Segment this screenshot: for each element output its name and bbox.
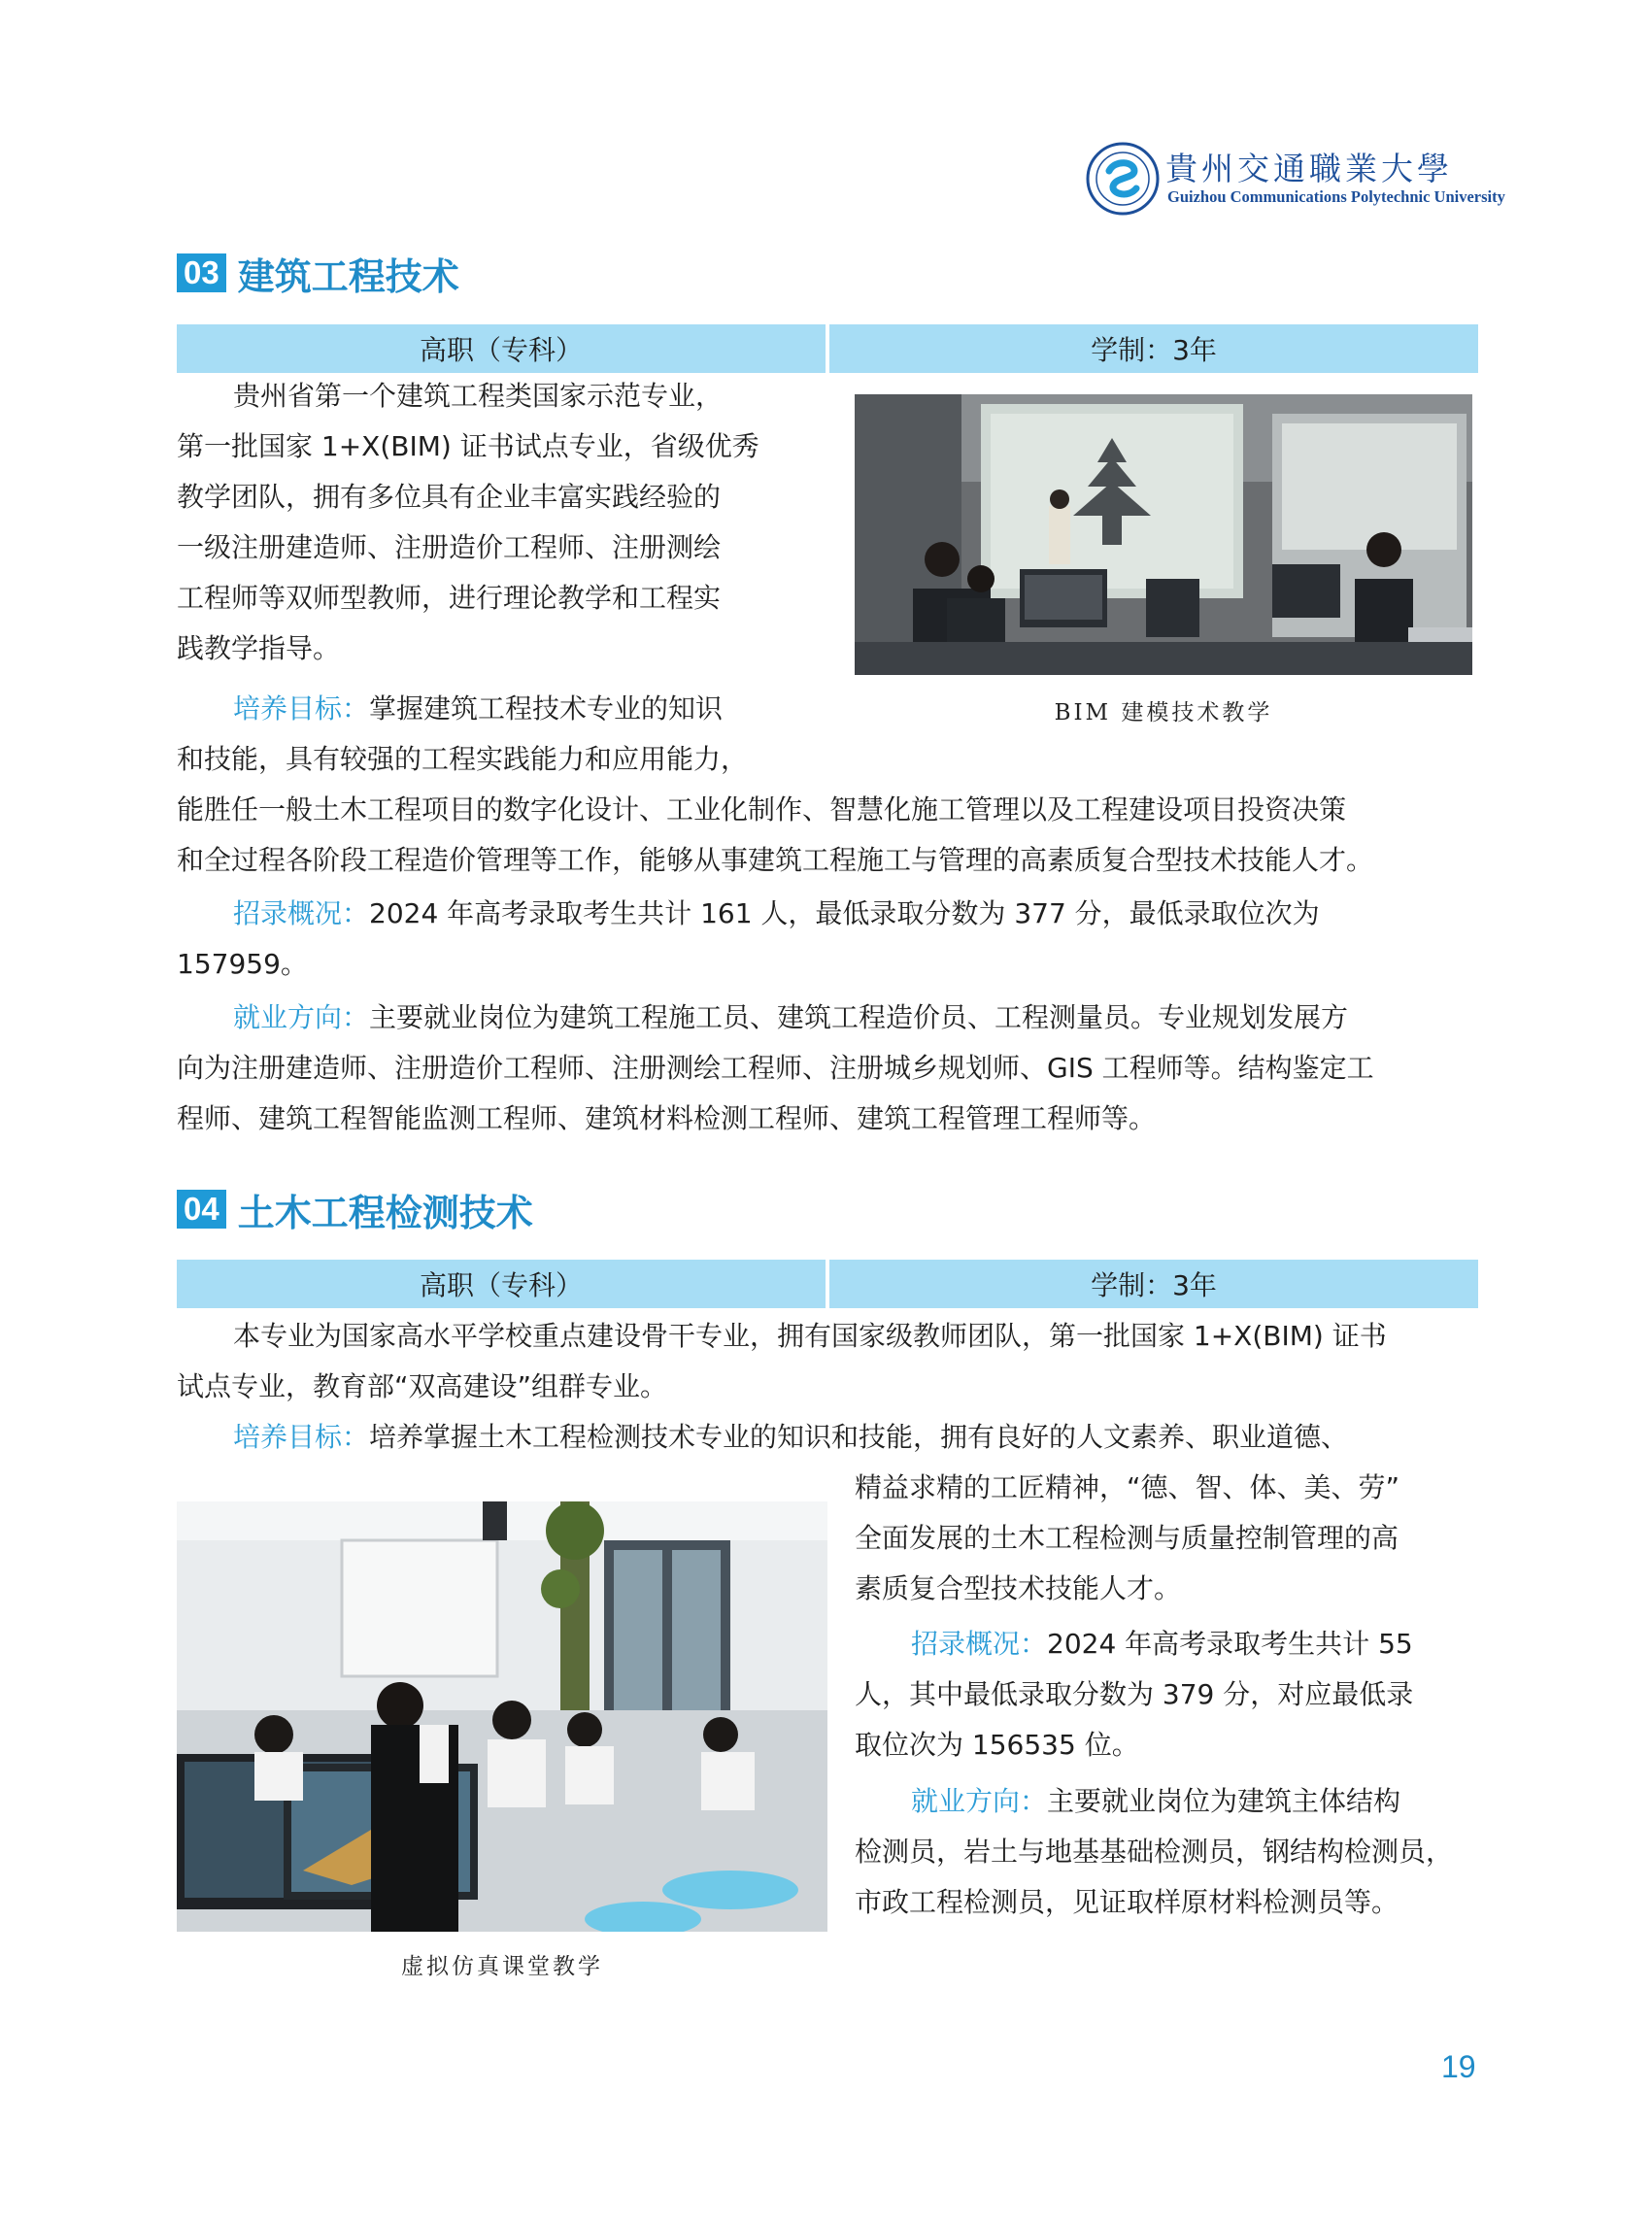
text-line: 精益求精的工匠精神，“德、智、体、美、劳” [855,1471,1400,1503]
text-line: 试点专业，教育部“双高建设”组群专业。 [177,1370,668,1402]
text-line: 程师、建筑工程智能监测工程师、建筑材料检测工程师、建筑工程管理工程师等。 [177,1102,1157,1134]
virtual-simulation-class-photo [177,1501,827,1932]
logo-chinese-name: 貴州交通職業大學 [1165,150,1453,187]
text-line: 取位次为 156535 位。 [855,1729,1139,1761]
text-line: 本专业为国家高水平学校重点建设骨干专业，拥有国家级教师团队，第一批国家 1+X(BIM) 证书 [233,1320,1387,1352]
text-line: 贵州省第一个建筑工程类国家示范专业， [233,380,724,412]
text-line: 全面发展的土木工程检测与质量控制管理的高 [855,1522,1399,1554]
text-line: 一级注册建造师、注册造价工程师、注册测绘 [177,531,722,563]
section-04-duration: 学制：3年 [829,1260,1478,1308]
bim-teaching-photo [855,394,1472,675]
text-line: 就业方向：主要就业岗位为建筑主体结构 [911,1785,1401,1817]
career-label: 就业方向： [911,1785,1048,1817]
section-03-info-bar [177,324,1478,373]
text-line: 能胜任一般土木工程项目的数字化设计、工业化制作、智慧化施工管理以及工程建设项目投资决策 [177,793,1347,826]
section-04-number: 04 [177,1190,226,1229]
text-line: 157959。 [177,948,308,980]
admission-label: 招录概况： [911,1628,1048,1660]
text-line: 和全过程各阶段工程造价管理等工作，能够从事建筑工程施工与管理的高素质复合型技术技能人才。 [177,844,1374,876]
section-04-info-bar [177,1260,1478,1308]
text-line: 培养目标：培养掌握土木工程检测技术专业的知识和技能，拥有良好的人文素养、职业道德、 [233,1421,1349,1453]
section-03-title: 建筑工程技术 [237,254,459,298]
text-line: 工程师等双师型教师，进行理论教学和工程实 [177,582,722,614]
page-number: 19 [1441,2049,1476,2084]
university-logo-icon [1086,142,1160,216]
text-line: 教学团队，拥有多位具有企业丰富实践经验的 [177,481,722,513]
goal-label: 培养目标： [233,692,370,725]
admission-label: 招录概况： [233,897,370,929]
section-03-level: 高职（专科） [177,324,826,373]
text-line: 素质复合型技术技能人才。 [855,1572,1182,1604]
text-line: 人，其中最低录取分数为 379 分，对应最低录 [855,1678,1414,1710]
text-line: 培养目标：掌握建筑工程技术专业的知识 [233,692,724,725]
section-04-level: 高职（专科） [177,1260,826,1308]
text-line: 招录概况：2024 年高考录取考生共计 55 [911,1628,1413,1660]
text-line: 检测员，岩土与地基基础检测员，钢结构检测员， [855,1836,1454,1868]
text-line: 向为注册建造师、注册造价工程师、注册测绘工程师、注册城乡规划师、GIS 工程师等。结构鉴定工 [177,1052,1374,1084]
text-line: 就业方向：主要就业岗位为建筑工程施工员、建筑工程造价员、工程测量员。专业规划发展方 [233,1001,1349,1033]
career-label: 就业方向： [233,1001,370,1033]
section-03-number: 03 [177,253,226,292]
goal-label: 培养目标： [233,1421,370,1453]
text-line: 第一批国家 1+X(BIM) 证书试点专业，省级优秀 [177,430,759,462]
section-04-heading [177,1185,533,1233]
simulation-photo-caption: 虚拟仿真课堂教学 [401,1954,603,1979]
text-line: 和技能，具有较强的工程实践能力和应用能力， [177,743,749,775]
logo-english-name: Guizhou Communications Polytechnic University [1167,187,1505,206]
section-03-duration: 学制：3年 [829,324,1478,373]
text-line: 招录概况：2024 年高考录取考生共计 161 人，最低录取分数为 377 分，最低录取位次为 [233,897,1320,929]
text-line: 市政工程检测员，见证取样原材料检测员等。 [855,1886,1399,1918]
section-04-title: 土木工程检测技术 [237,1191,533,1234]
text-line: 践教学指导。 [177,632,341,664]
bim-photo-caption: BIM 建模技术教学 [1054,700,1273,725]
section-03-heading [177,249,459,297]
